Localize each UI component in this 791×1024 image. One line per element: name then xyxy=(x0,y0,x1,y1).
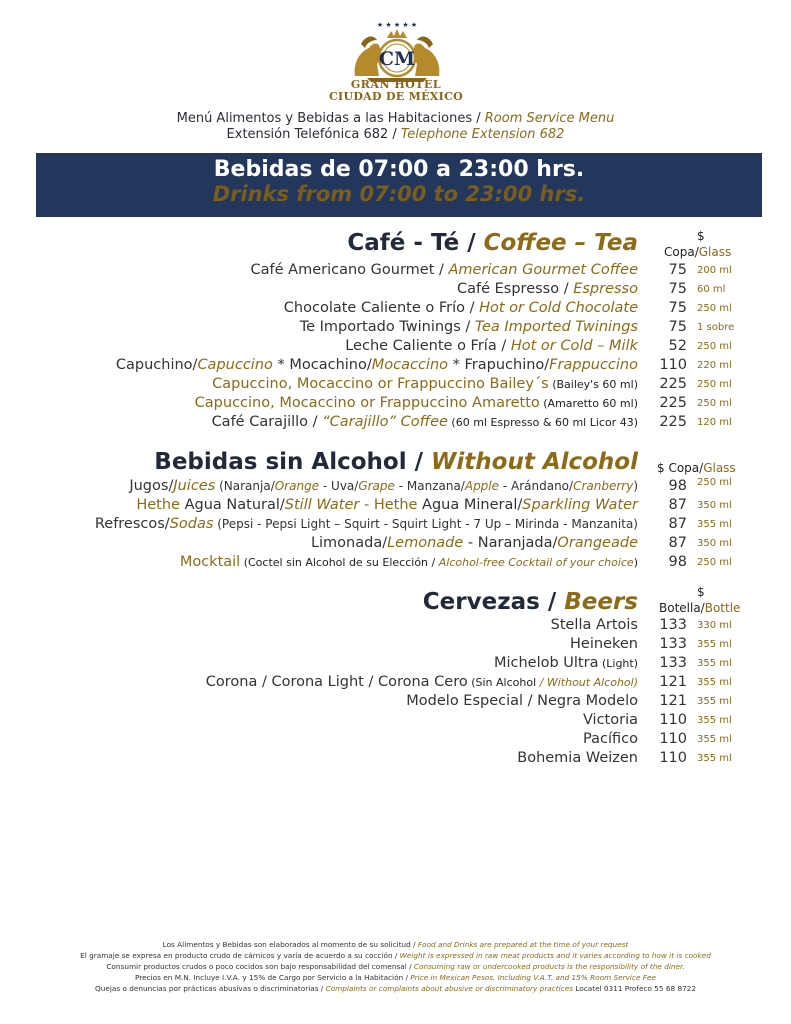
hours-en: Drinks from 07:00 to 23:00 hrs. xyxy=(212,182,586,206)
item-price: 75 xyxy=(668,281,687,297)
item-size: 250 ml xyxy=(697,477,732,488)
item-size: 60 ml xyxy=(697,284,726,295)
menu-item-jugos: Jugos/Juices (Naranja/Orange - Uva/Grape - Manzana/Apple - Arándano/Cranberry) 98 250 ml xyxy=(129,477,732,494)
menu-item-refrescos: Refrescos/Sodas (Pepsi - Pepsi Light – Squirt - Squirt Light - 7 Up – Mirinda - Manzanita) 87 355 ml xyxy=(94,516,732,532)
section-title-soft-drinks: Bebidas sin Alcohol / Without Alcohol xyxy=(154,449,638,475)
hotel-name-line2: CIUDAD DE MÉXICO xyxy=(328,90,464,103)
item-size: 250 ml xyxy=(697,557,732,568)
beer-column-header: Botella/Bottle xyxy=(659,601,741,615)
item-size: 355 ml xyxy=(697,715,732,726)
item-size: 355 ml xyxy=(697,658,732,669)
item-size: 355 ml xyxy=(697,753,732,764)
item-size: 355 ml xyxy=(697,639,732,650)
menu-item-agua: Hethe Agua Natural/Still Water - Hethe Agua Mineral/Sparkling Water 87 350 ml xyxy=(136,497,732,513)
logo-initials: CM xyxy=(378,48,416,70)
item-price: 110 xyxy=(659,750,687,766)
item-price: 225 xyxy=(659,376,687,392)
menu-item: Café Americano Gourmet / American Gourmet Coffee 75 200 ml xyxy=(250,262,732,278)
section-title-beers: Cervezas / Beers xyxy=(422,589,638,615)
item-size: 250 ml xyxy=(697,303,732,314)
item-price: 225 xyxy=(659,414,687,430)
hotel-name-line1: GRAN HOTEL xyxy=(350,78,442,91)
footer-line-2: El gramaje se expresa en producto crudo de cárnicos y varía de acuerdo a su cocción / Weight is expressed in raw meat products and it varies according to how it is cooked xyxy=(80,951,711,960)
item-price: 133 xyxy=(659,636,687,652)
item-price: 225 xyxy=(659,395,687,411)
item-size: 330 ml xyxy=(697,620,732,631)
item-price: 87 xyxy=(668,516,687,532)
menu-item: Leche Caliente o Fría / Hot or Cold – Milk 52 250 ml xyxy=(345,338,732,354)
menu-item: Heineken 133 355 ml xyxy=(570,636,732,652)
menu-item: Chocolate Caliente o Frío / Hot or Cold Chocolate 75 250 ml xyxy=(283,300,732,316)
item-size: 355 ml xyxy=(697,696,732,707)
hours-es: Bebidas de 07:00 a 23:00 hrs. xyxy=(213,157,585,182)
menu-item-carajillo: Café Carajillo / “Carajillo” Coffee (60 ml Espresso & 60 ml Licor 43) 225 120 ml xyxy=(211,414,732,430)
menu-item-corona: Corona / Corona Light / Corona Cero (Sin Alcohol / Without Alcohol) 121 355 ml xyxy=(205,674,732,690)
item-size: 250 ml xyxy=(697,341,732,352)
right-lion-icon xyxy=(413,44,439,77)
footer-line-5: Quejas o denuncias por prácticas abusivas o discriminatorias / Complaints or complaints about abusive or discriminatory practices Locatel 0311 Profeco 55 68 8722 xyxy=(94,984,697,993)
item-size: 350 ml xyxy=(697,500,732,511)
menu-item-capuchino: Capuchino/Capuccino * Mocachino/Mocaccino * Frapuchino/Frappuccino 110 220 ml xyxy=(115,357,732,373)
beer-column-currency: $ xyxy=(697,585,705,599)
menu-item-limonada: Limonada/Lemonade - Naranjada/Orangeade 87 350 ml xyxy=(310,535,732,551)
menu-item: Modelo Especial / Negra Modelo 121 355 ml xyxy=(406,693,732,709)
menu-item: Victoria 110 355 ml xyxy=(582,712,732,728)
item-size: 120 ml xyxy=(697,417,732,428)
item-price: 110 xyxy=(659,357,687,373)
item-price: 87 xyxy=(668,535,687,551)
item-size: 355 ml xyxy=(697,734,732,745)
telephone-extension: Extensión Telefónica 682 / Telephone Extension 682 xyxy=(226,127,565,142)
menu-item-michelob: Michelob Ultra (Light) 133 355 ml xyxy=(493,655,732,671)
menu-item: Pacífico 110 355 ml xyxy=(583,731,732,747)
item-size: 1 sobre xyxy=(697,322,735,333)
menu-item-amaretto: Capuccino, Mocaccino or Frappuccino Amaretto (Amaretto 60 ml) 225 250 ml xyxy=(194,395,732,411)
item-price: 75 xyxy=(668,262,687,278)
footer-line-3: Consumir productos crudos o poco cocidos son bajo responsabilidad del comensal / Consuming raw or undercooked products is the responsibility of the diner. xyxy=(106,962,685,971)
item-price: 87 xyxy=(668,497,687,513)
section-title-coffee: Café - Té / Coffee – Tea xyxy=(347,230,638,256)
coffee-column-header: Copa/Glass xyxy=(664,245,732,259)
logo-stars: ★ ★ ★ ★ ★ xyxy=(376,21,418,29)
soft-column-header: $ Copa/Glass xyxy=(657,461,736,475)
menu-item: Stella Artois 133 330 ml xyxy=(550,617,732,633)
coffee-column-currency: $ xyxy=(697,229,705,243)
item-size: 250 ml xyxy=(697,398,732,409)
item-price: 75 xyxy=(668,319,687,335)
item-size: 355 ml xyxy=(697,677,732,688)
item-price: 133 xyxy=(659,617,687,633)
item-price: 75 xyxy=(668,300,687,316)
menu-item: Café Espresso / Espresso 75 60 ml xyxy=(456,281,726,297)
item-price: 121 xyxy=(659,693,687,709)
left-lion-icon xyxy=(355,44,381,77)
item-size: 250 ml xyxy=(697,379,732,390)
item-price: 110 xyxy=(659,731,687,747)
item-size: 220 ml xyxy=(697,360,732,371)
menu-item-mocktail: Mocktail (Coctel sin Alcohol de su Elección / Alcohol-free Cocktail of your choice) 98 250 ml xyxy=(179,554,732,570)
menu-item: Bohemia Weizen 110 355 ml xyxy=(517,750,732,766)
item-price: 52 xyxy=(668,338,687,354)
item-price: 121 xyxy=(659,674,687,690)
item-price: 133 xyxy=(659,655,687,671)
footer-line-4: Precios en M.N. Incluye I.V.A. y 15% de Cargo por Servicio a la Habitación / Price in Mexican Pesos. Including V.A.T. and 15% Room Service Fee xyxy=(135,973,656,982)
item-price: 98 xyxy=(668,478,687,494)
footer-line-1: Los Alimentos y Bebidas son elaborados al momento de su solicitud / Food and Drinks are prepared at the time of your request xyxy=(162,940,629,949)
room-service-heading: Menú Alimentos y Bebidas a las Habitaciones / Room Service Menu xyxy=(176,111,615,126)
item-size: 350 ml xyxy=(697,538,732,549)
item-price: 110 xyxy=(659,712,687,728)
hours-banner xyxy=(36,153,762,217)
item-price: 98 xyxy=(668,554,687,570)
item-size: 355 ml xyxy=(697,519,732,530)
item-size: 200 ml xyxy=(697,265,732,276)
menu-item: Te Importado Twinings / Tea Imported Twinings 75 1 sobre xyxy=(299,319,735,335)
crown-icon xyxy=(387,29,407,38)
menu-item-baileys: Capuccino, Mocaccino or Frappuccino Bailey´s (Bailey's 60 ml) 225 250 ml xyxy=(212,376,732,392)
